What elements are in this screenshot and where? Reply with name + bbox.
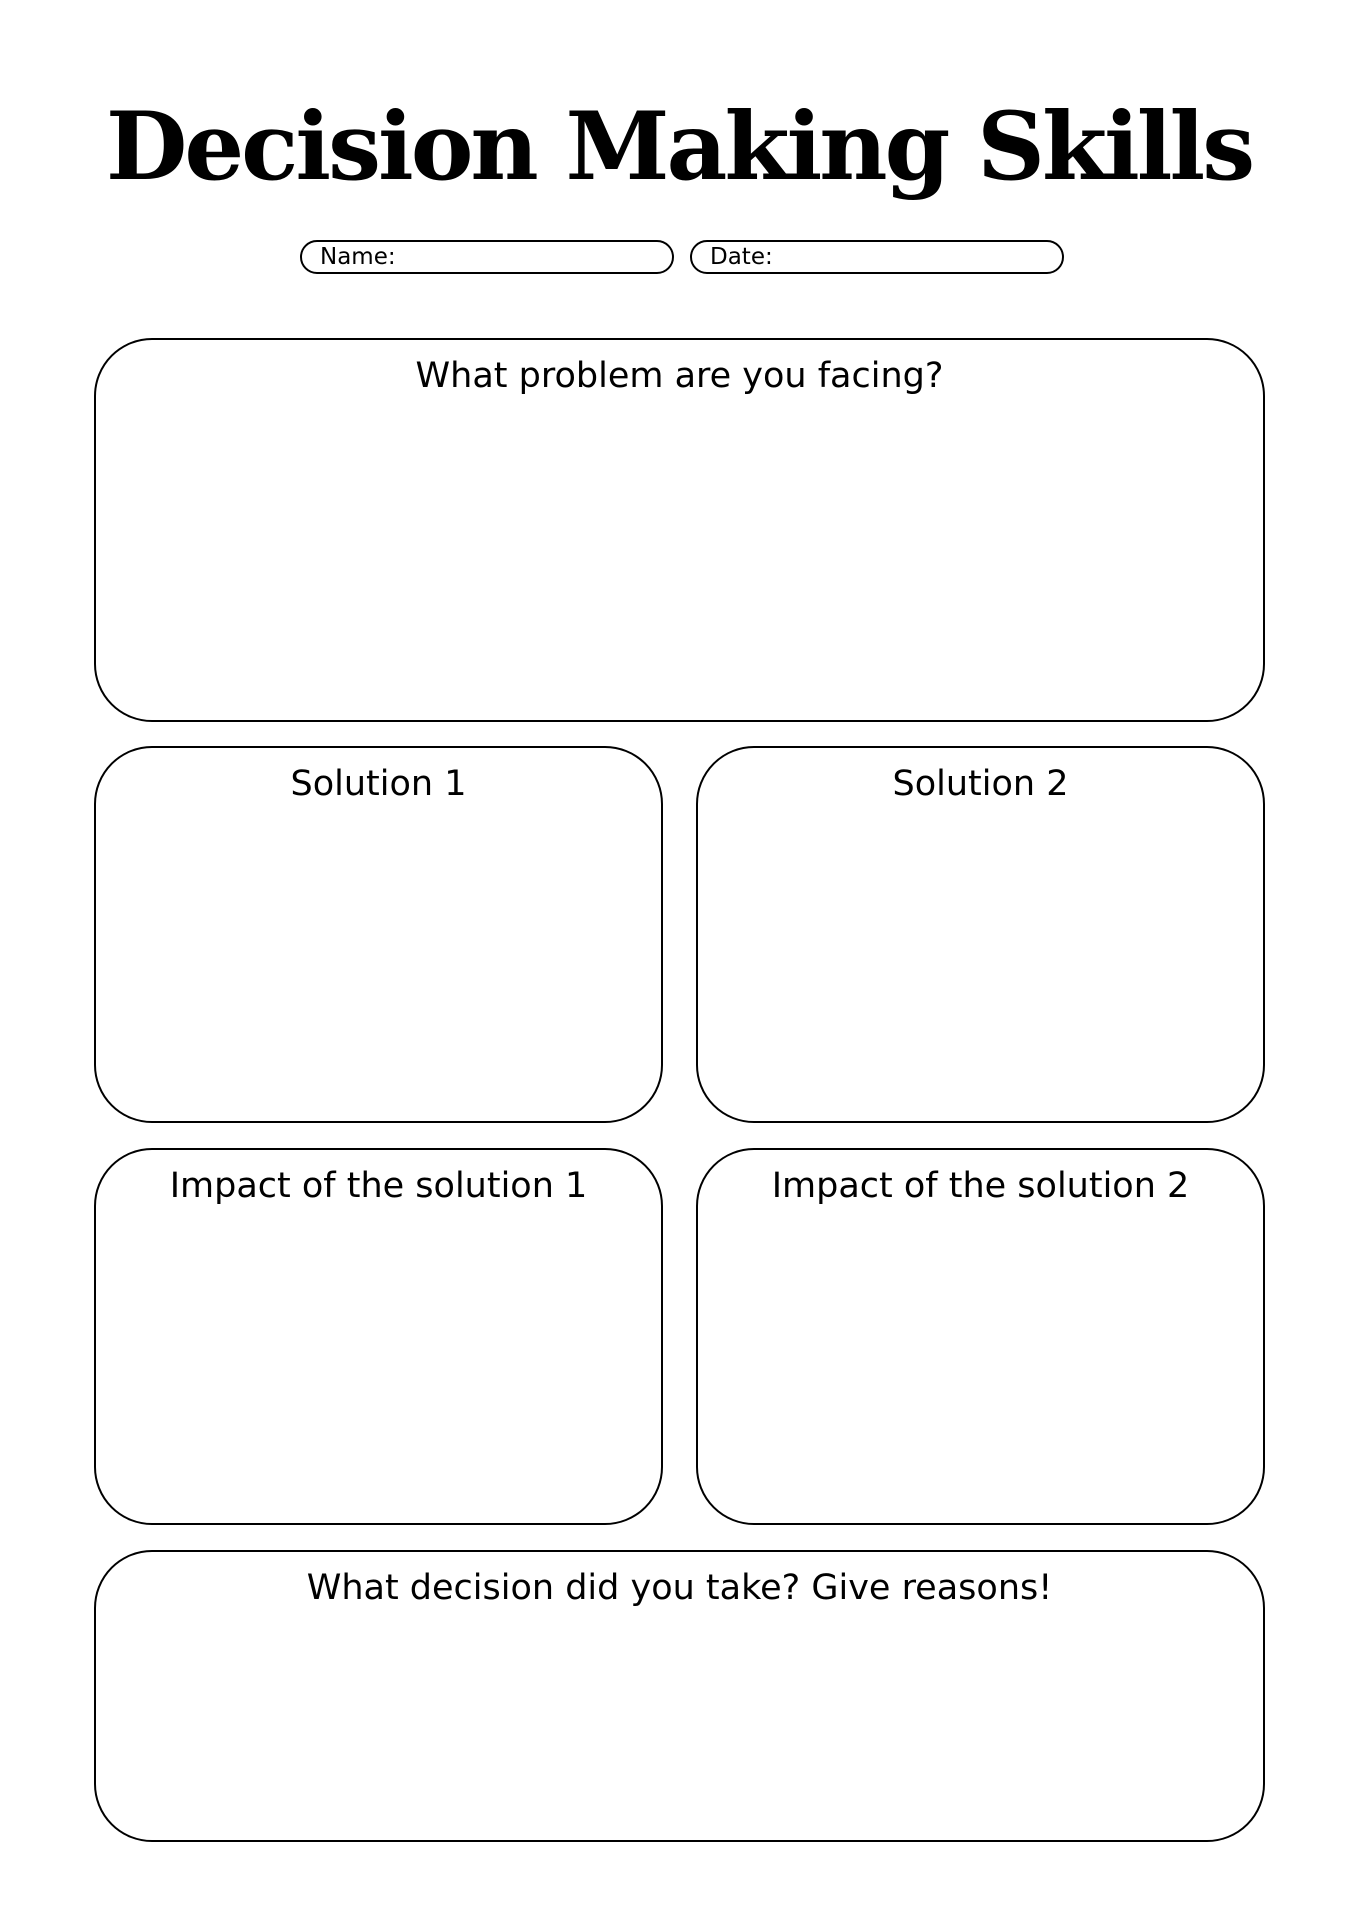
name-field[interactable] bbox=[300, 240, 674, 274]
impact-1-heading: Impact of the solution 1 bbox=[169, 1166, 588, 1206]
solution-2-heading: Solution 2 bbox=[892, 764, 1069, 804]
page-title: Decision Making Skills bbox=[105, 92, 1253, 202]
decision-box[interactable] bbox=[94, 1550, 1265, 1842]
impact-2-heading: Impact of the solution 2 bbox=[771, 1166, 1190, 1206]
impact-2-box[interactable] bbox=[696, 1148, 1265, 1525]
solution-2-box[interactable] bbox=[696, 746, 1265, 1123]
solution-1-box[interactable] bbox=[94, 746, 663, 1123]
impact-1-box[interactable] bbox=[94, 1148, 663, 1525]
problem-box[interactable] bbox=[94, 338, 1265, 722]
date-field[interactable] bbox=[690, 240, 1064, 274]
problem-heading: What problem are you facing? bbox=[415, 356, 944, 396]
solution-1-heading: Solution 1 bbox=[290, 764, 467, 804]
date-label: Date: bbox=[710, 244, 773, 270]
decision-heading: What decision did you take? Give reasons! bbox=[306, 1568, 1053, 1608]
name-label: Name: bbox=[320, 244, 396, 270]
